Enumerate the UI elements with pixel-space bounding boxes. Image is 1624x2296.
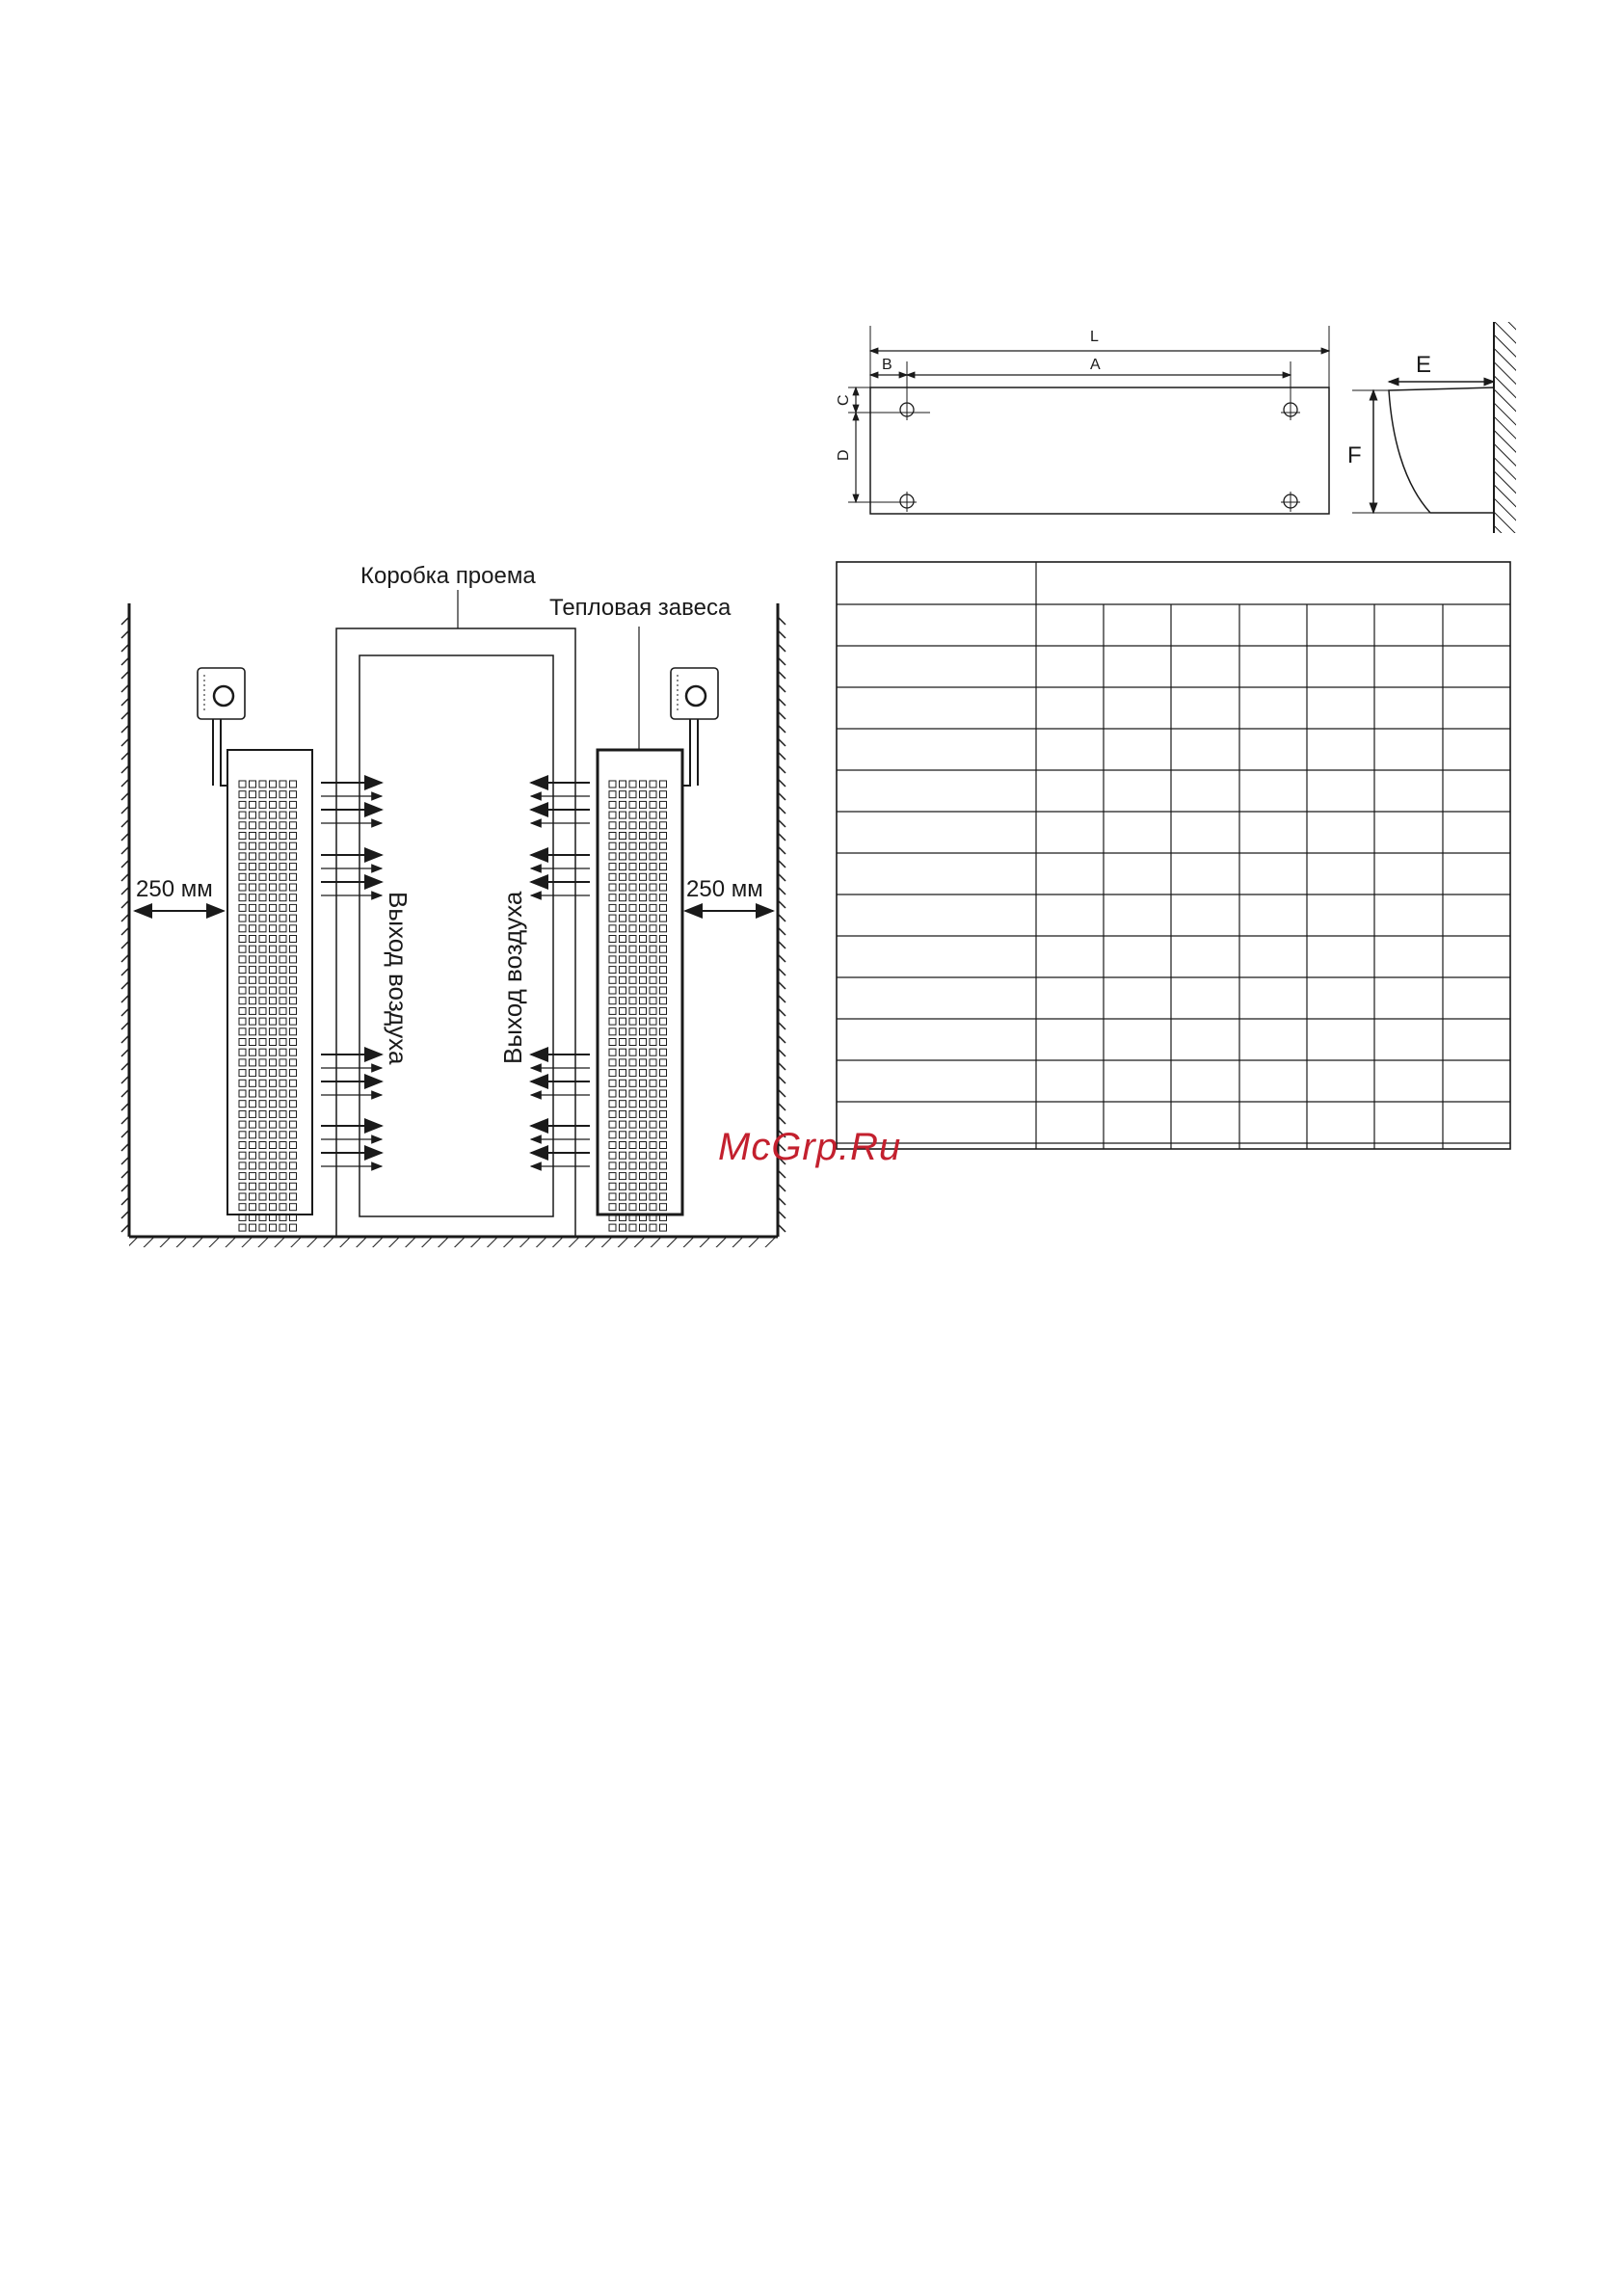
dim-A-label: A xyxy=(1090,357,1101,373)
curtain-label: Тепловая завеса xyxy=(549,595,732,621)
clearance-right-label: 250 мм xyxy=(686,876,763,902)
clearance-left-label: 250 мм xyxy=(136,876,213,902)
air-outlet-right-label: Выход воздуха xyxy=(498,891,527,1064)
dim-C-label: C xyxy=(836,394,852,406)
dim-B-label: B xyxy=(882,357,892,373)
watermark: McGrp.Ru xyxy=(718,1126,902,1168)
table-border xyxy=(837,562,1510,1149)
opening-box-label: Коробка проема xyxy=(360,563,536,589)
dim-L-label: L xyxy=(1090,329,1099,345)
dim-F-label: F xyxy=(1347,442,1362,468)
dim-D-label: D xyxy=(836,449,852,461)
air-outlet-left-label: Выход воздуха xyxy=(384,892,413,1065)
dim-E-label: E xyxy=(1416,352,1432,378)
